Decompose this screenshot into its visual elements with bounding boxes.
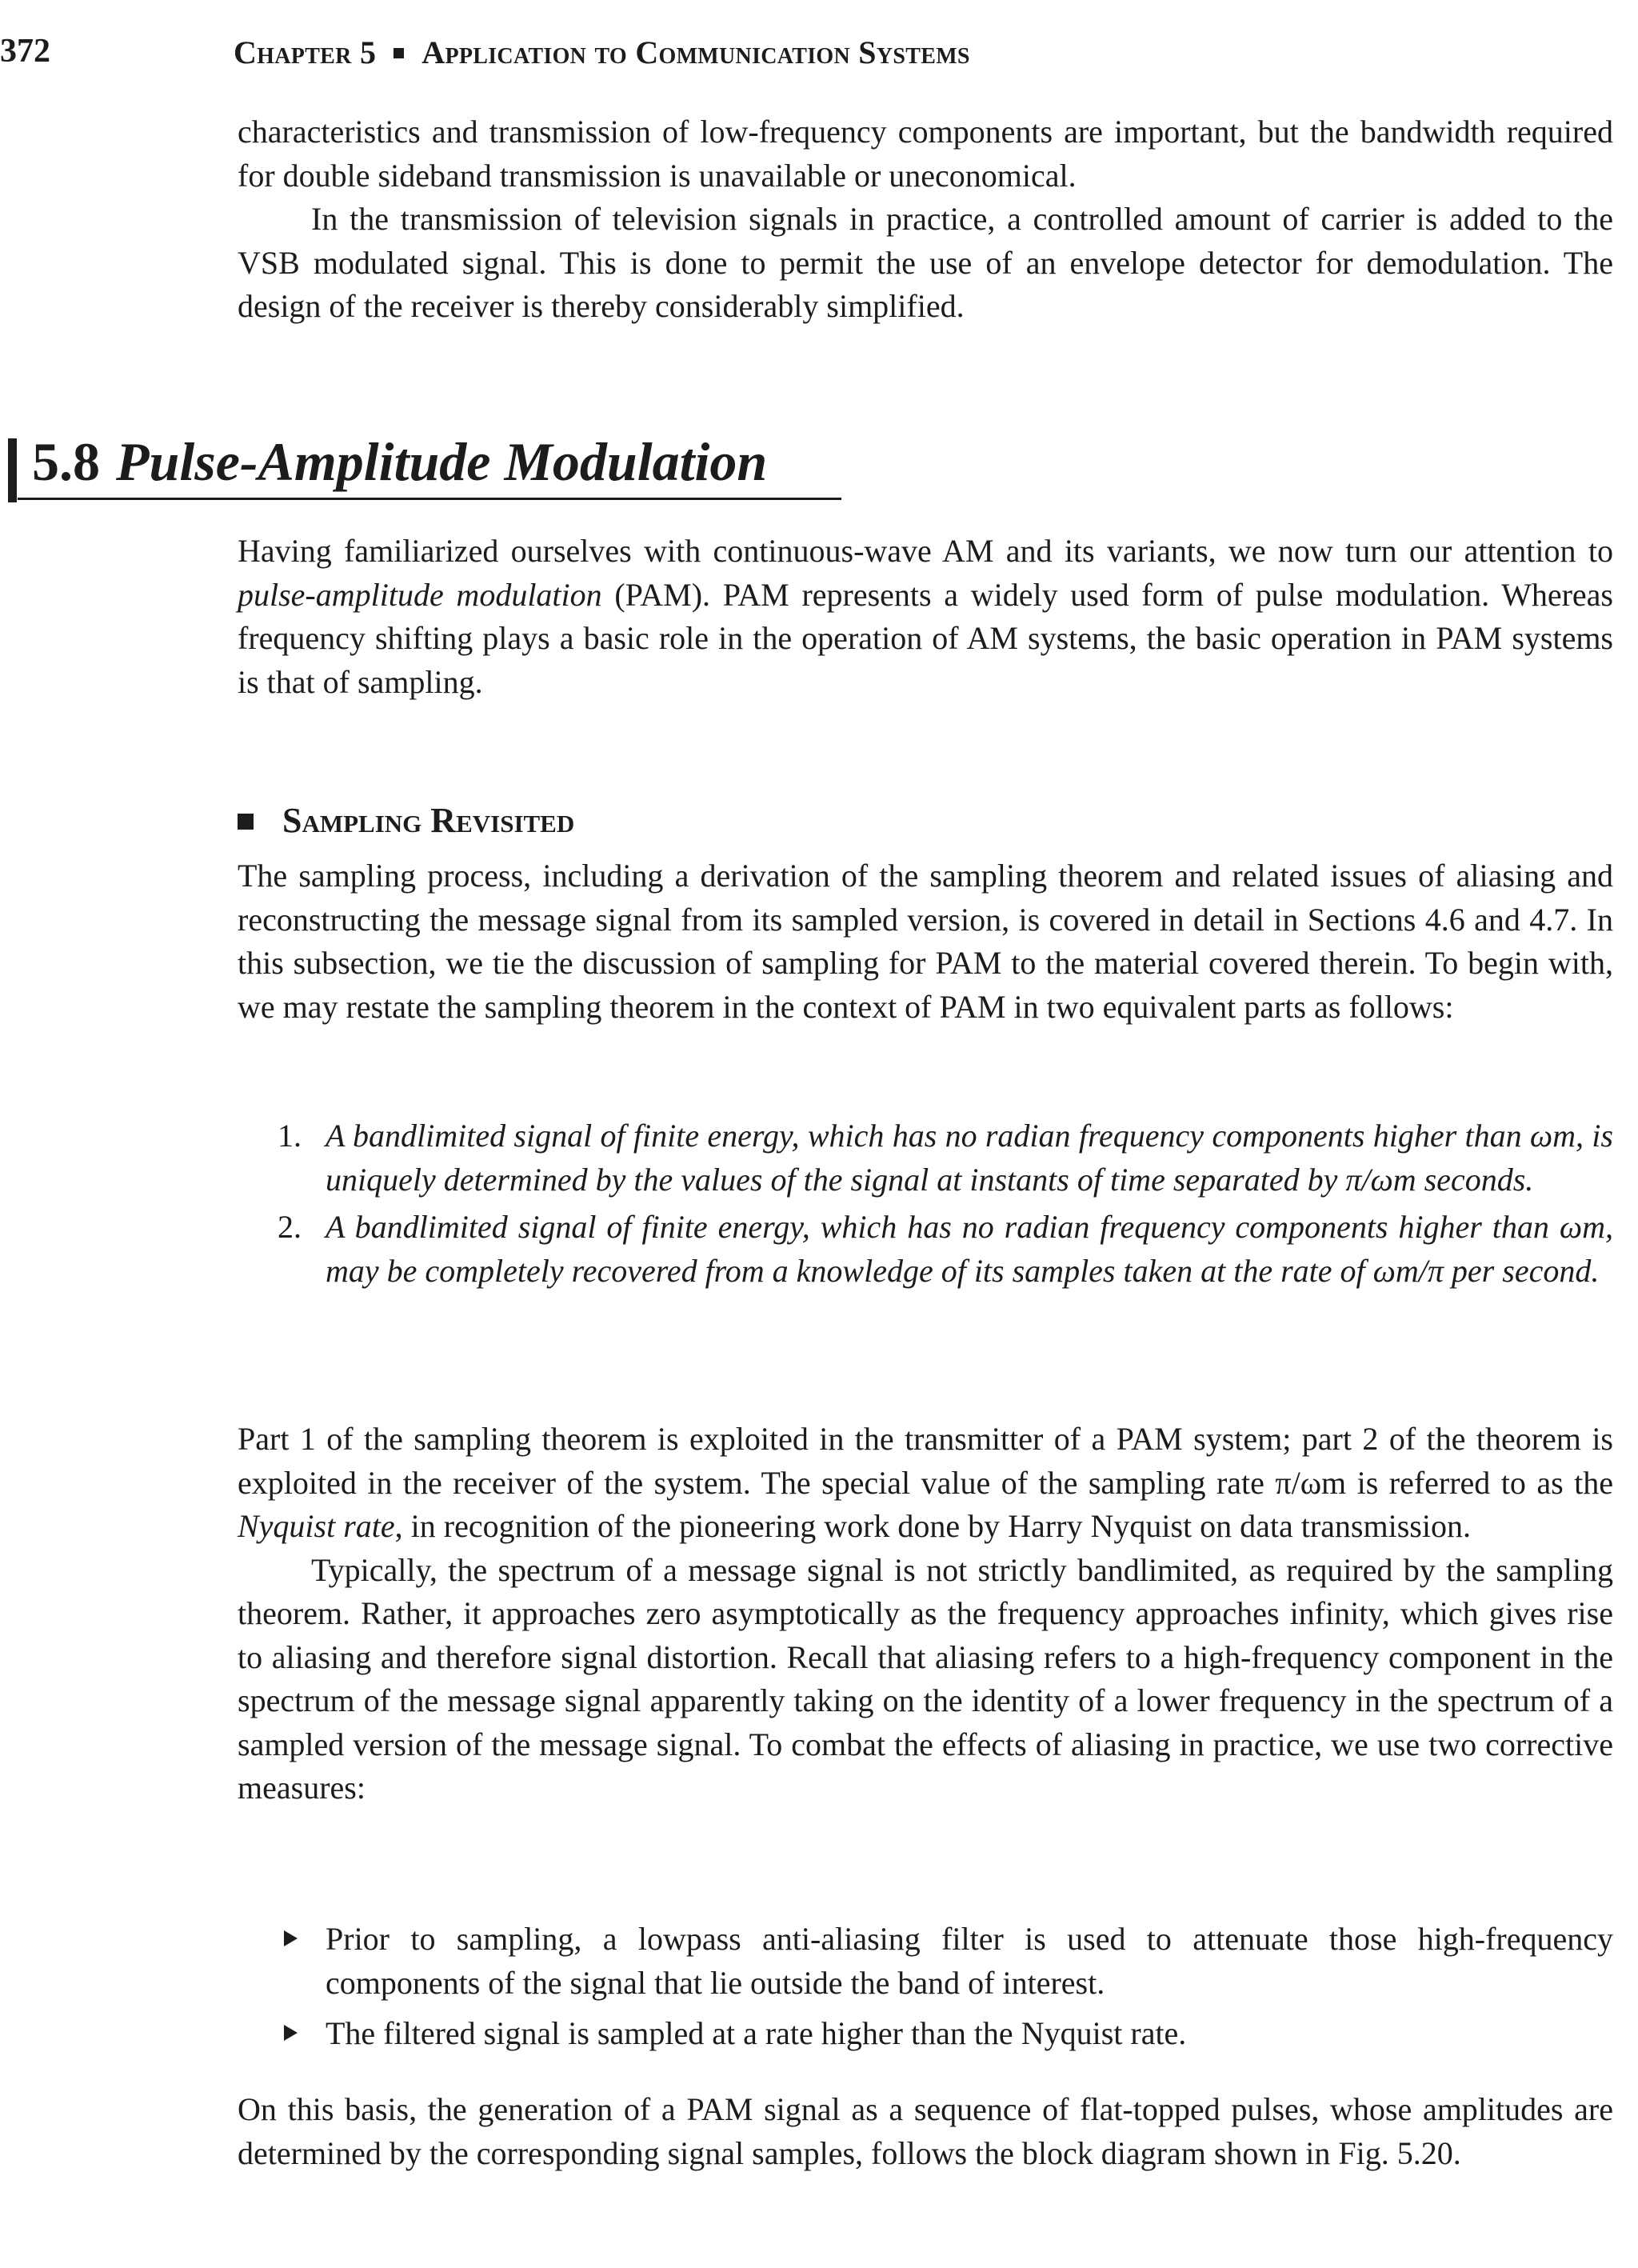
sampling-paragraph: The sampling process, including a derivation of the sampling theorem and related issues of aliasing and reconstructing the message signal from its sampled version, is covered in detail in Sections 4.6 and 4.7. In this subsection, we tie the discussion of sampling for PAM to the material covered therein. To begin with, we may restate the sampling theorem in the context of PAM in two equivalent parts as follows: xyxy=(238,858,1613,1025)
nyquist-term: Nyquist rate xyxy=(238,1508,395,1544)
pam-intro-text-a: Having familiarized ourselves with continuous-wave AM and its variants, we now turn our attention to xyxy=(238,533,1613,569)
nyquist-text-a: Part 1 of the sampling theorem is exploited in the transmitter of a PAM system; part 2 of the theorem is exploited in the receiver of the system. The special value of the sampling rate π/ωm is referred to as the xyxy=(238,1421,1613,1501)
list-item xyxy=(238,2011,1613,2055)
list-marker: 1. xyxy=(278,1118,302,1154)
measure-text: The filtered signal is sampled at a rate higher than the Nyquist rate. xyxy=(326,2015,1187,2051)
pam-intro-text-b: (PAM). PAM represents a widely used form of pulse modulation. Whereas frequency shifting plays a basic role in the operation of AM systems, the basic operation in PAM systems is that of sampling. xyxy=(238,576,1613,700)
list-item xyxy=(238,1917,1613,2005)
measures-list xyxy=(238,1917,1613,2055)
chapter-title: Application to Communication Systems xyxy=(421,34,970,70)
pam-intro-paragraph xyxy=(238,530,1613,704)
closing-paragraph: On this basis, the generation of a PAM signal as a sequence of flat-topped pulses, whose amplitudes are determined by the corresponding signal samples, follows the block diagram shown in Fig. 5.20. xyxy=(238,2091,1613,2171)
list-item xyxy=(238,1205,1613,1293)
pam-term: pulse-amplitude modulation xyxy=(238,576,602,613)
chapter-label: Chapter 5 xyxy=(234,34,377,70)
running-head xyxy=(234,34,970,71)
theorem-list xyxy=(238,1114,1613,1296)
square-bullet-icon xyxy=(238,814,254,830)
section-underline xyxy=(18,498,841,500)
theorem-part-text: A bandlimited signal of finite energy, which has no radian frequency components higher than ωm, may be completely recovered from a knowledge of its samples taken at the rate of ωm/π per second. xyxy=(326,1209,1613,1289)
closing-text xyxy=(238,2088,1613,2175)
section-intro xyxy=(238,530,1613,704)
aliasing-paragraph: Typically, the spectrum of a message signal is not strictly bandlimited, as required by the sampling theorem. Rather, it approaches zero asymptotically as the frequency approaches infinity, which gives rise to aliasing and therefore signal distortion. Recall that aliasing refers to a high-frequency component in the spectrum of the message signal apparently taking on the identity of a lower frequency in the spectrum of a sampled version of the message signal. To combat the effects of aliasing in practice, we use two corrective measures: xyxy=(238,1551,1613,1806)
list-item xyxy=(238,1114,1613,1202)
subsection-heading xyxy=(238,800,574,841)
subsection-title: Sampling Revisited xyxy=(282,801,575,840)
triangle-bullet-icon xyxy=(284,1930,298,1946)
running-header xyxy=(0,32,1638,80)
section-marker-bar xyxy=(8,438,17,502)
sampling-intro xyxy=(238,854,1613,1029)
intro-paragraph-television: In the transmission of television signals in practice, a controlled amount of carrier is added to the VSB modulated signal. This is done to permit the use of an envelope detector for demodulation. The design of the receiver is thereby considerably simplified. xyxy=(238,201,1613,324)
theorem-part-text: A bandlimited signal of finite energy, which has no radian frequency components higher than ωm, is uniquely determined by the values of the signal at instants of time separated by π/ωm seconds. xyxy=(326,1118,1613,1198)
section-heading xyxy=(32,430,767,494)
nyquist-text-b: , in recognition of the pioneering work done by Harry Nyquist on data transmission. xyxy=(394,1508,1471,1544)
square-bullet-icon xyxy=(394,48,404,58)
page-number: 372 xyxy=(0,33,50,70)
triangle-bullet-icon xyxy=(284,2025,298,2041)
list-marker: 2. xyxy=(278,1209,302,1245)
intro-text xyxy=(238,110,1613,329)
intro-paragraph-continued: characteristics and transmission of low-frequency components are important, but the bandwidth required for double sideband transmission is unavailable or uneconomical. xyxy=(238,114,1613,194)
section-title: Pulse-Amplitude Modulation xyxy=(116,431,768,492)
nyquist-text xyxy=(238,1418,1613,1810)
measure-text: Prior to sampling, a lowpass anti-aliasing filter is used to attenuate those high-frequency components of the signal that lie outside the band of interest. xyxy=(326,1921,1613,2001)
nyquist-paragraph xyxy=(238,1418,1613,1549)
section-number: 5.8 xyxy=(32,431,100,492)
